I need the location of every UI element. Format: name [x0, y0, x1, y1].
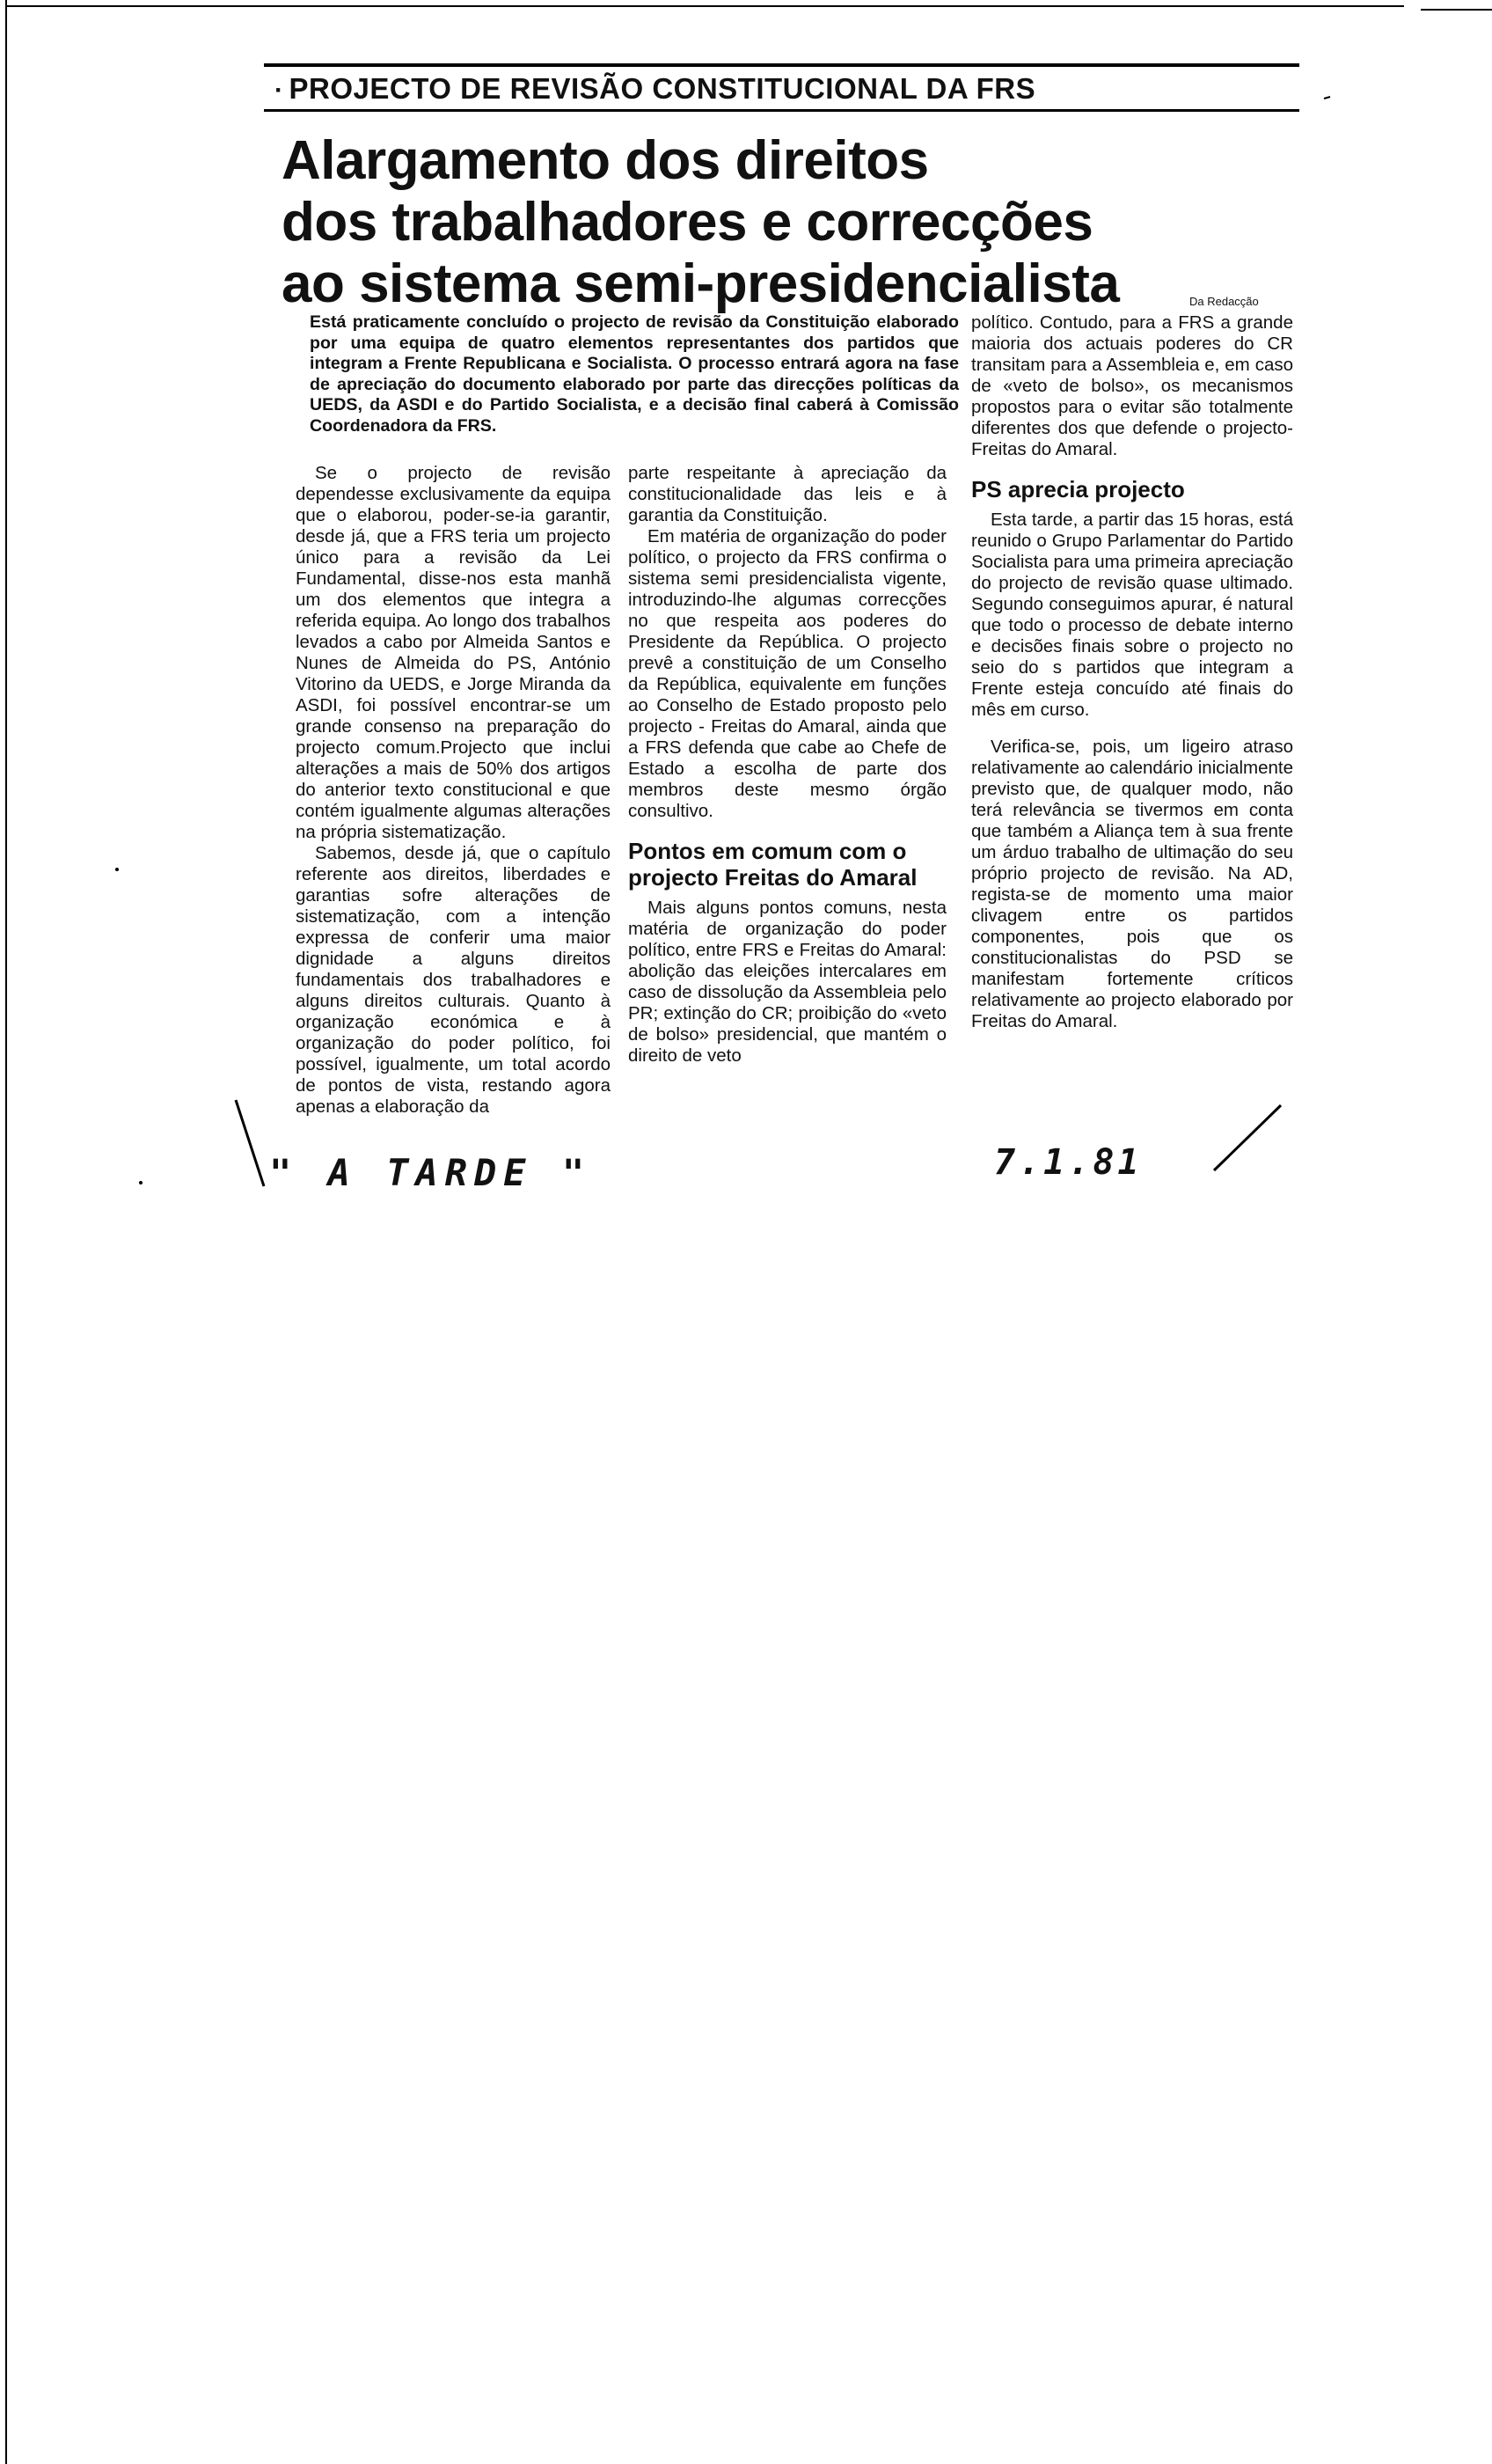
col3-paragraph-3: Verifica-se, pois, um ligeiro atraso relativamente ao calendário inicialmente previsto que, de qualquer modo, não terá relevância se tivermos em conta que também a Aliança tem à sua frente um árduo trabalho de ultimação do seu próprio projecto de revisão. Na AD, regista-se de momento uma maior clivagem entre os partidos componentes, pois que os constitucionalistas do PSD se manifestam fortemente críticos relativamente ao projecto elaborado por Freitas do Amaral.	[971, 737, 1293, 1031]
speck	[115, 868, 119, 871]
pen-stroke-right	[1214, 1105, 1281, 1170]
col3-paragraph-1: político. Contudo, para a FRS a grande maioria dos actuais poderes do CR transitam para a Assembleia e, em caso de «veto de bolso», os mecanismos propostos para o evitar são totalmente diferentes dos que defende o projecto-Freitas do Amaral.	[971, 312, 1293, 459]
col1-paragraph-2: Sabemos, desde já, que o capítulo referente aos direitos, liberdades e garantias sofre alterações de sistematização, com a intenção expressa de conferir uma maior dignidade a alguns direitos fundamentais dos trabalhadores e alguns direitos culturais. Quanto à organização económica e à organização do poder político, foi possível, igualmente, um total acordo de pontos de vista, restando agora apenas a elaboração da	[296, 843, 611, 1117]
byline: Da Redacção	[1189, 295, 1259, 308]
kicker-text: PROJECTO DE REVISÃO CONSTITUCIONAL DA FRS	[289, 72, 1036, 105]
headline-line-1: Alargamento dos direitos	[282, 130, 929, 191]
pen-stroke-left	[236, 1100, 264, 1186]
bullet-icon: ·	[274, 76, 284, 105]
col2-paragraph-3: Mais alguns pontos comuns, nesta matéria de organização do poder político, entre FRS e Freitas do Amaral: abolição das eleições intercalares em caso de dissolução da Assembleia pelo PR; extinção do CR; proibição do «veto de bolso» presidencial, que mantém o direito de veto	[628, 898, 947, 1066]
headline-line-2: dos trabalhadores e correcções	[282, 192, 1093, 253]
speck	[139, 1181, 143, 1184]
col2-paragraph-2: Em matéria de organização do poder político, o projecto da FRS confirma o sistema semi presidencialista vigente, introduzindo-lhe algumas correcções no que respeita aos poderes do Presidente da República. O projecto prevê a constituição de um Conselho da República, equivalente em funções ao Conselho de Estado proposto pelo projecto - Freitas do Amaral, ainda que a FRS defenda que cabe ao Chefe de Estado a escolha de parte dos membros deste mesmo órgão consultivo.	[628, 526, 947, 821]
col2-subheading: Pontos em comum com o projecto Freitas do Amaral	[628, 838, 918, 891]
col1-paragraph-1: Se o projecto de revisão dependesse exclusivamente da equipa que o elaborou, poder-se-ia garantir, desde já, que a FRS teria um projecto único para a revisão da Lei Fundamental, disse-nos esta manhã um dos elementos que integra a referida equipa. Ao longo dos trabalhos levados a cabo por Almeida Santos e Nunes de Almeida do PS, António Vitorino da UEDS, e Jorge Miranda da ASDI, foi possível encontrar-se um grande consenso na preparação do projecto comum.Projecto que inclui alterações a mais de 50% dos artigos do anterior texto constitucional e que contém igualmente algumas alterações na própria sistematização.	[296, 463, 611, 842]
handwritten-date: 7.1.81	[994, 1142, 1143, 1183]
col2-paragraph-1: parte respeitante à apreciação da constitucionalidade das leis e à garantia da Constituição.	[628, 463, 947, 525]
headline-line-3: ao sistema semi-presidencialista	[282, 253, 1120, 314]
col3-paragraph-2: Esta tarde, a partir das 15 horas, está reunido o Grupo Parlamentar do Partido Socialista para uma primeira apreciação do projecto de revisão quase ultimado. Segundo conseguimos apurar, é natural que todo o processo de debate interno e decisões finais sobre o projecto no seio do s partidos que integram a Frente esteja concuído até finais do mês em curso.	[971, 510, 1293, 720]
col3-subheading: PS aprecia projecto	[971, 476, 1185, 502]
speck	[1324, 97, 1330, 99]
lede-paragraph: Está praticamente concluído o projecto de revisão da Constituição elaborado por uma equipa de quatro elementos representantes dos partidos que integram a Frente Republicana e Socialista. O processo entrará agora na fase de apreciação do documento elaborado por parte das direcções políticas da UEDS, da ASDI e do Partido Socialista, e a decisão final caberá à Comissão Coordenadora da FRS.	[310, 312, 959, 436]
handwritten-source: " A TARDE "	[269, 1151, 592, 1194]
